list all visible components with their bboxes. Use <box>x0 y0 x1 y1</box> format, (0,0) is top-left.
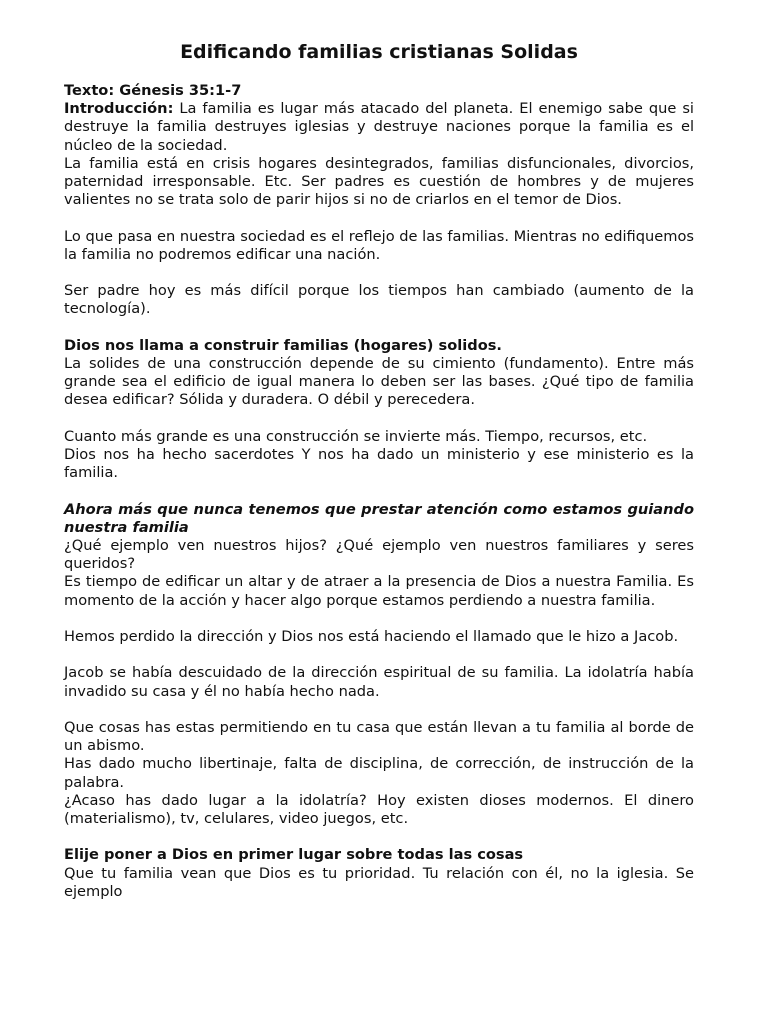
heading-llama: Dios nos llama a construir familias (hogares) solidos. <box>64 336 502 354</box>
paragraph-altar: Es tiempo de edificar un altar y de atraer a la presencia de Dios a nuestra Familia. Es momento de la acción y hacer algo porque estamos perdiendo a nuestra familia. <box>64 573 694 609</box>
scripture-reference: Texto: Génesis 35:1-7 <box>64 82 242 99</box>
paragraph-reflejo: Lo que pasa en nuestra sociedad es el reflejo de las familias. Mientras no edifiquemos la familia no podremos edificar una nación. <box>64 227 694 263</box>
heading-elije: Elije poner a Dios en primer lugar sobre todas las cosas <box>64 846 524 864</box>
paragraph-crisis: La familia está en crisis hogares desintegrados, familias disfuncionales, divorcios, paternidad irresponsable. Etc. Ser padres es cuestión de hombres y de mujeres valientes no se trata solo de parir hijos si no de criarlos en el temor de Dios. <box>64 154 694 209</box>
paragraph-padre: Ser padre hoy es más difícil porque los tiempos han cambiado (aumento de la tecnología). <box>64 282 694 318</box>
intro-text: La familia es lugar más atacado del planeta. El enemigo sabe que si destruye la familia destruyes iglesias y destruye naciones porque la familia es el núcleo de la sociedad. <box>64 100 694 154</box>
paragraph-cosas: Que cosas has estas permitiendo en tu casa que están llevan a tu familia al borde de un abismo. <box>64 718 694 755</box>
heading-ahora: Ahora más que nunca tenemos que prestar atención como estamos guiando nuestra familia <box>64 500 694 536</box>
document-title: Edificando familias cristianas Solidas <box>180 41 578 63</box>
paragraph-idolatria: ¿Acaso has dado lugar a la idolatría? Hoy existen dioses modernos. El dinero (materialismo), tv, celulares, video juegos, etc. <box>64 791 694 827</box>
intro-paragraph <box>64 100 694 155</box>
paragraph-cuanto: Cuanto más grande es una construcción se invierte más. Tiempo, recursos, etc. <box>64 427 648 445</box>
paragraph-prioridad: Que tu familia vean que Dios es tu prioridad. Tu relación con él, no la iglesia. Se ejemplo <box>64 864 694 900</box>
paragraph-ejemplo: ¿Qué ejemplo ven nuestros hijos? ¿Qué ejemplo ven nuestros familiares y seres queridos? <box>64 537 694 573</box>
paragraph-solides: La solides de una construcción depende de su cimiento (fundamento). Entre más grande sea el edificio de igual manera lo deben ser las bases. ¿Qué tipo de familia desea edificar? Sólida y duradera. O débil y perecedera. <box>64 355 694 409</box>
intro-label: Introducción: <box>64 100 174 118</box>
paragraph-libertinaje: Has dado mucho libertinaje, falta de disciplina, de corrección, de instrucción de la palabra. <box>64 755 694 791</box>
document-page <box>64 40 694 901</box>
paragraph-jacob: Jacob se había descuidado de la dirección espiritual de su familia. La idolatría había invadido su casa y él no había hecho nada. <box>64 664 694 700</box>
paragraph-sacerdotes: Dios nos ha hecho sacerdotes Y nos ha dado un ministerio y ese ministerio es la familia. <box>64 446 694 482</box>
paragraph-direccion: Hemos perdido la dirección y Dios nos está haciendo el llamado que le hizo a Jacob. <box>64 628 679 645</box>
